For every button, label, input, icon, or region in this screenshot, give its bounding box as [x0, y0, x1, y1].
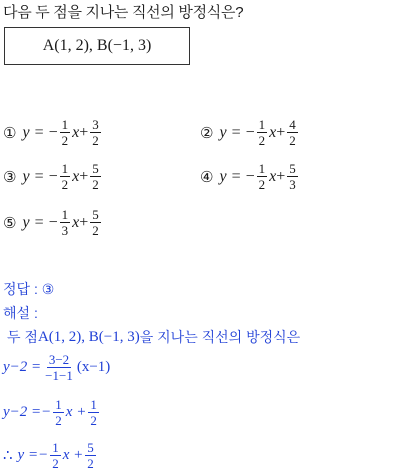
option-var: x [269, 167, 277, 185]
option-mark: ② [200, 123, 214, 142]
given-points-box [4, 27, 190, 65]
solution-step-1 [3, 352, 110, 383]
fraction: $\frac{1}{2}$ [61, 117, 69, 148]
solution-step-3 [3, 440, 98, 471]
option-1[interactable] [3, 117, 103, 148]
option-op: + [276, 167, 286, 185]
step-lhs: y−2 = [3, 359, 42, 375]
option-lhs: y [219, 123, 227, 141]
option-op: + [79, 167, 89, 185]
option-var: x [72, 123, 80, 141]
step-rest: (x−1) [76, 359, 111, 375]
option-sign: − [48, 123, 58, 141]
option-mark: ③ [3, 167, 17, 186]
option-sign: − [245, 123, 255, 141]
option-var: x [269, 123, 277, 141]
option-mark: ④ [200, 167, 214, 186]
option-5[interactable] [3, 207, 103, 238]
fraction: $\frac{4}{2}$ [289, 117, 296, 148]
intro-pre: 두 점 [7, 329, 38, 345]
option-op: + [276, 123, 286, 141]
fraction: $\frac{5}{2}$ [87, 440, 94, 471]
fraction: $\frac{1}{2}$ [90, 397, 97, 428]
fraction: $\frac{1}{2}$ [258, 161, 266, 192]
answer-text: 정답 : ③ [3, 281, 55, 297]
option-3[interactable] [3, 161, 103, 192]
fraction: $\frac{3-2}{-1-1}$ [45, 352, 73, 383]
intro-points: A(1, 2), B(−1, 3) [37, 328, 140, 345]
fraction: $\frac{1}{2}$ [61, 161, 69, 192]
fraction: $\frac{5}{2}$ [92, 207, 99, 238]
option-lhs: y [22, 167, 30, 185]
option-lhs: y [22, 213, 30, 231]
fraction: $\frac{1}{2}$ [258, 117, 266, 148]
option-mark: ⑤ [3, 213, 17, 232]
option-sign: − [48, 167, 58, 185]
option-var: x [72, 167, 80, 185]
step-mid: x + [65, 404, 87, 420]
option-eq: = [34, 123, 44, 141]
given-points: A(1, 2), B(−1, 3) [42, 37, 152, 54]
fraction: $\frac{1}{2}$ [55, 397, 62, 428]
fraction: $\frac{3}{2}$ [92, 117, 99, 148]
option-eq: = [34, 213, 44, 231]
step-lhs: y =− [17, 447, 49, 463]
explanation-label: 해설 : [3, 305, 38, 321]
fraction: $\frac{1}{3}$ [61, 207, 69, 238]
step-lhs: y−2 =− [3, 404, 52, 420]
solution-step-2 [3, 397, 101, 428]
option-op: + [79, 123, 89, 141]
option-sign: − [48, 213, 58, 231]
option-eq: = [231, 123, 241, 141]
option-var: x [72, 213, 80, 231]
explanation-intro [7, 327, 300, 347]
option-eq: = [34, 167, 44, 185]
option-4[interactable] [200, 161, 300, 192]
option-mark: ① [3, 123, 17, 142]
fraction: $\frac{5}{3}$ [289, 161, 296, 192]
question-text: 다음 두 점을 지나는 직선의 방정식은? [3, 4, 244, 21]
fraction: $\frac{5}{2}$ [92, 161, 99, 192]
fraction: $\frac{1}{2}$ [52, 440, 59, 471]
option-lhs: y [22, 123, 30, 141]
option-op: + [79, 213, 89, 231]
option-sign: − [245, 167, 255, 185]
intro-post: 을 지나는 직선의 방정식은 [139, 329, 301, 345]
option-lhs: y [219, 167, 227, 185]
option-eq: = [231, 167, 241, 185]
therefore-symbol: ∴ [3, 448, 13, 464]
step-mid: x + [62, 447, 84, 463]
option-2[interactable] [200, 117, 300, 148]
